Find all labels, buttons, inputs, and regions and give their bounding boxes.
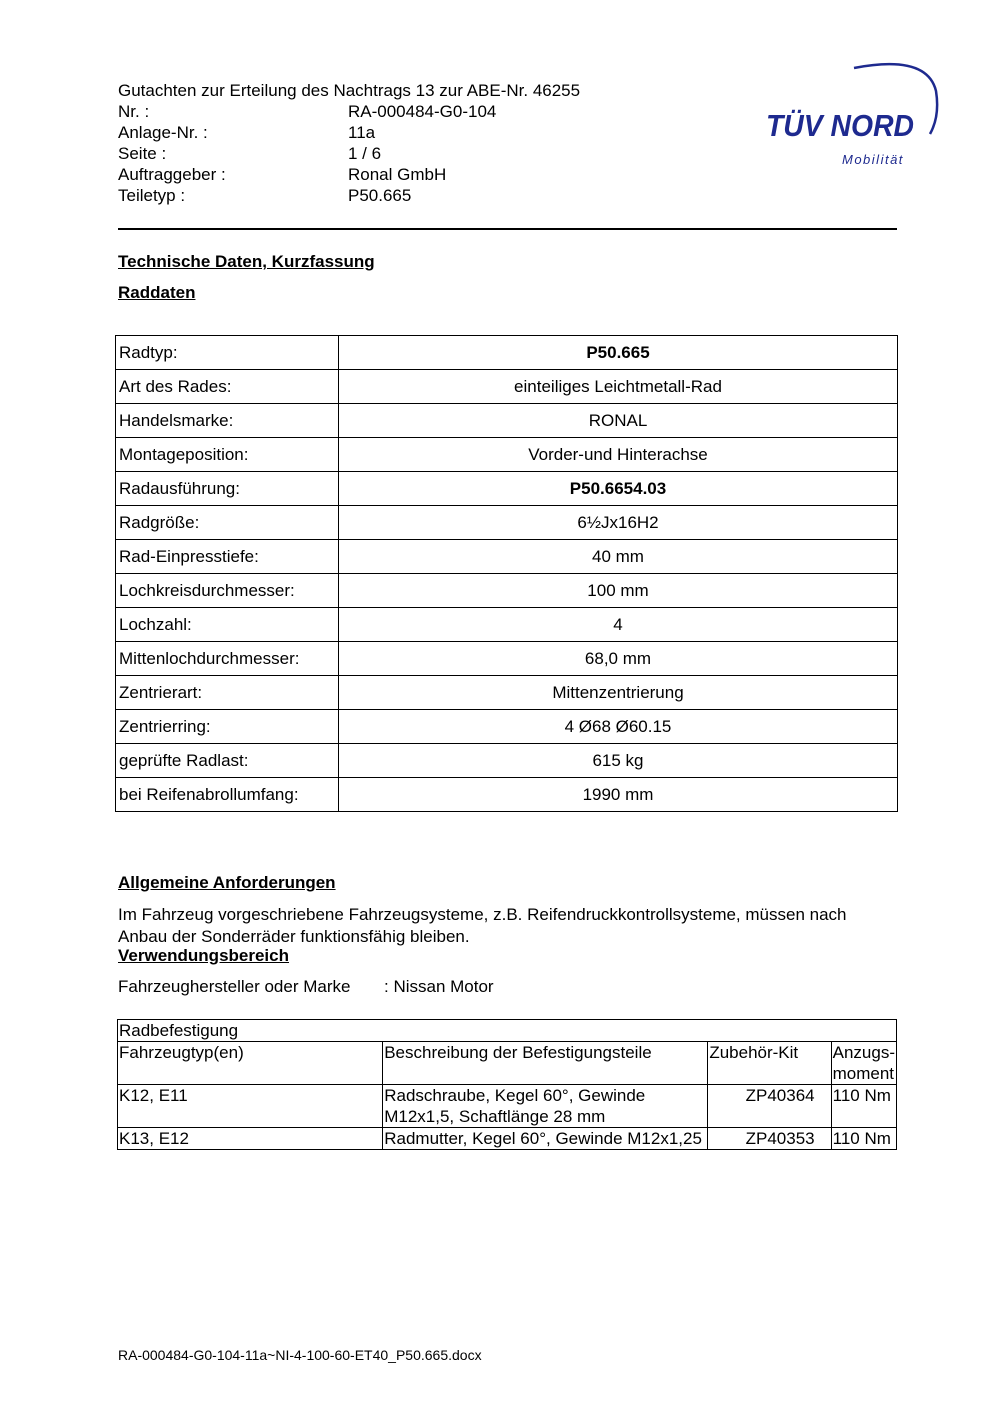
row-value: 4 [339,608,898,642]
verwendung-title: Verwendungsbereich [118,946,289,965]
row-value: Vorder-und Hinterachse [339,438,898,472]
row-value: 68,0 mm [339,642,898,676]
cell-beschreibung: Radmutter, Kegel 60°, Gewinde M12x1,25 [383,1128,708,1150]
row-value: P50.6654.03 [339,472,898,506]
table-row [116,404,898,438]
logo-sub-text: Mobilität [842,152,904,167]
cell-kit: ZP40353 [708,1128,831,1150]
anforderungen-text: Im Fahrzeug vorgeschriebene Fahrzeugsysteme, z.B. Reifendruckkontrollsysteme, müssen nach Anbau der Sonderräder funktionsfähig bleiben. [118,905,847,946]
header-label: Anlage-Nr. : [118,123,208,142]
table-row [116,472,898,506]
header-label: Seite : [118,144,167,163]
row-value: 100 mm [339,574,898,608]
befestigung-title: Radbefestigung [118,1020,897,1042]
row-label: Radausführung: [116,472,339,506]
row-value: 615 kg [339,744,898,778]
anforderungen-title: Allgemeine Anforderungen [118,873,336,892]
row-value: einteiliges Leichtmetall-Rad [339,370,898,404]
row-label: Handelsmarke: [116,404,339,438]
header-value: Ronal GmbH [348,165,447,184]
table-row [116,642,898,676]
header-value: P50.665 [348,186,412,205]
column-header: Zubehör-Kit [708,1042,831,1085]
column-header: Beschreibung der Befestigungsteile [383,1042,708,1085]
row-value: P50.665 [339,336,898,370]
hersteller-value: : Nissan Motor [384,977,494,996]
table-row [116,506,898,540]
table-row [116,608,898,642]
column-header: Fahrzeugtyp(en) [118,1042,383,1085]
table-row [116,676,898,710]
header-value: 1 / 6 [348,144,382,163]
row-label: Rad-Einpresstiefe: [116,540,339,574]
row-value: Mittenzentrierung [339,676,898,710]
hersteller-line [118,977,494,997]
row-value: 40 mm [339,540,898,574]
cell-typ: K12, E11 [118,1085,383,1128]
row-value: 4 Ø68 Ø60.15 [339,710,898,744]
row-label: Mittenlochdurchmesser: [116,642,339,676]
cell-moment: 110 Nm [831,1085,896,1128]
row-label: Zentrierart: [116,676,339,710]
row-label: Radtyp: [116,336,339,370]
header-label: Auftraggeber : [118,165,226,184]
table-row [116,336,898,370]
cell-typ: K13, E12 [118,1128,383,1150]
table-row [116,744,898,778]
row-label: bei Reifenabrollumfang: [116,778,339,812]
table-row [116,574,898,608]
table-row [116,710,898,744]
table-row [118,1085,897,1128]
header-divider [118,228,897,230]
header-label: Nr. : [118,102,150,121]
table-row [116,438,898,472]
section-subtitle: Raddaten [118,283,196,302]
row-value: 6½Jx16H2 [339,506,898,540]
row-label: geprüfte Radlast: [116,744,339,778]
table-row [116,370,898,404]
footer-filename: RA-000484-G0-104-11a~NI-4-100-60-ET40_P50.665.docx [118,1347,482,1363]
table-row [116,540,898,574]
row-label: Lochkreisdurchmesser: [116,574,339,608]
cell-kit: ZP40364 [708,1085,831,1128]
logo-brand-text: TÜV NORD [766,108,914,143]
table-row [116,778,898,812]
header-value: RA-000484-G0-104 [348,102,497,121]
row-value: 1990 mm [339,778,898,812]
row-label: Radgröße: [116,506,339,540]
header-label: Teiletyp : [118,186,186,205]
hersteller-label: Fahrzeughersteller oder Marke [118,977,351,996]
row-label: Montageposition: [116,438,339,472]
raddaten-table [115,335,898,812]
document-title: Gutachten zur Erteilung des Nachtrags 13 zur ABE-Nr. 46255 [118,81,581,100]
befestigung-table [117,1019,897,1150]
row-value: RONAL [339,404,898,438]
column-header: Anzugs-moment [832,1043,895,1083]
row-label: Art des Rades: [116,370,339,404]
cell-beschreibung: Radschraube, Kegel 60°, Gewinde M12x1,5, Schaftlänge 28 mm [383,1085,708,1128]
row-label: Zentrierring: [116,710,339,744]
section-title: Technische Daten, Kurzfassung [118,252,375,271]
header-value: 11a [348,123,376,142]
row-label: Lochzahl: [116,608,339,642]
table-row [118,1128,897,1150]
table-header-row [118,1042,897,1085]
cell-moment: 110 Nm [831,1128,896,1150]
tuev-nord-logo [762,56,942,176]
